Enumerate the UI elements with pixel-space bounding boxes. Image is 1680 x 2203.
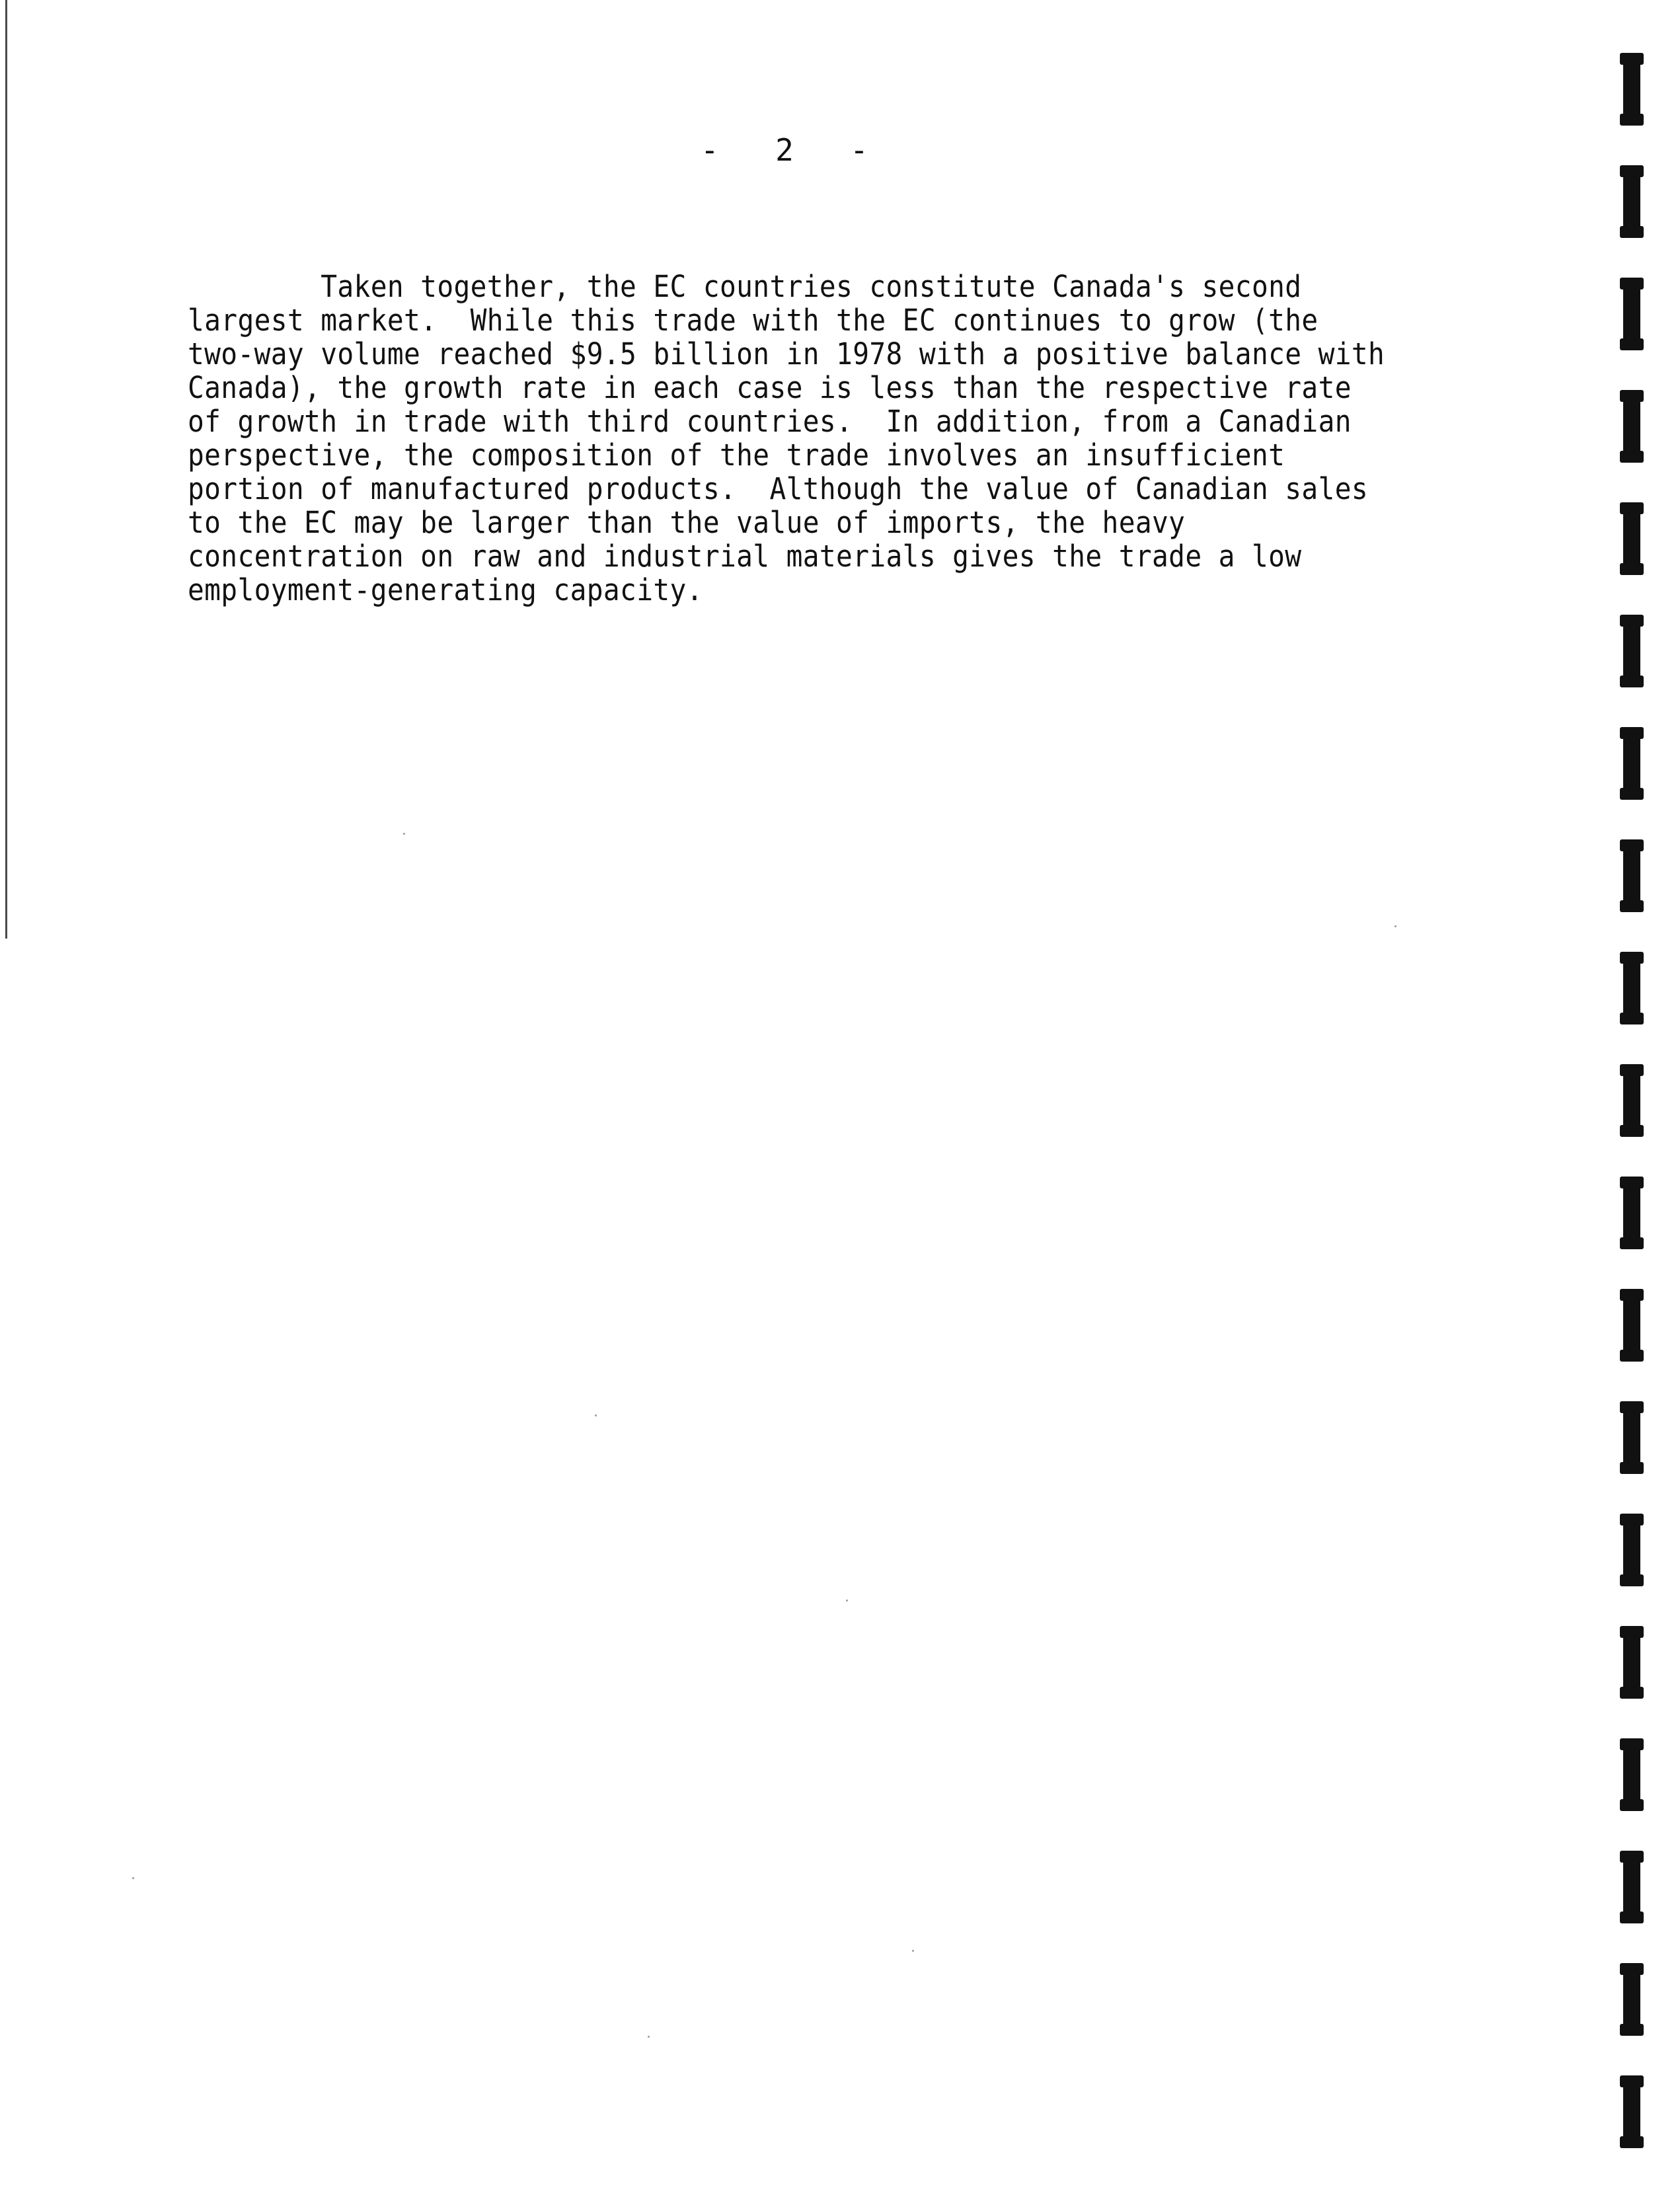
binding-hole xyxy=(1623,615,1640,687)
binding-hole xyxy=(1623,1963,1640,2036)
scan-speck xyxy=(648,2036,650,2038)
paragraph-line: to the EC may be larger than the value of imports, the heavy xyxy=(188,505,1186,540)
binding-hole xyxy=(1623,502,1640,575)
body-paragraph xyxy=(188,270,1443,607)
paragraph-line: employment-generating capacity. xyxy=(188,572,703,607)
binding-hole xyxy=(1623,53,1640,126)
binding-punch-holes xyxy=(1623,53,1650,2181)
scan-speck xyxy=(595,1414,597,1416)
paragraph-line: portion of manufactured products. Although the value of Canadian sales xyxy=(188,471,1369,506)
page-number: - 2 - xyxy=(701,132,875,168)
binding-hole xyxy=(1623,727,1640,800)
binding-hole xyxy=(1623,1177,1640,1249)
binding-hole xyxy=(1623,952,1640,1024)
paragraph-line: two-way volume reached $9.5 billion in 1978 with a positive balance with xyxy=(188,336,1385,371)
binding-hole xyxy=(1623,1289,1640,1362)
scan-speck xyxy=(846,1600,848,1602)
binding-hole xyxy=(1623,1514,1640,1586)
left-margin-rule xyxy=(5,0,7,939)
scan-speck xyxy=(132,1877,134,1879)
scan-speck xyxy=(1394,925,1396,927)
binding-hole xyxy=(1623,1626,1640,1699)
scan-speck xyxy=(912,1950,914,1952)
paragraph-line: Canada), the growth rate in each case is less than the respective rate xyxy=(188,370,1352,405)
paragraph-line: of growth in trade with third countries. In addition, from a Canadian xyxy=(188,404,1352,439)
paragraph-line: concentration on raw and industrial materials gives the trade a low xyxy=(188,539,1302,574)
paragraph-line: Taken together, the EC countries constitute Canada's second xyxy=(188,269,1302,304)
paragraph-line: largest market. While this trade with the EC continues to grow (the xyxy=(188,303,1318,338)
binding-hole xyxy=(1623,390,1640,463)
binding-hole xyxy=(1623,165,1640,238)
binding-hole xyxy=(1623,278,1640,350)
binding-hole xyxy=(1623,1851,1640,1923)
scan-speck xyxy=(403,833,405,835)
binding-hole xyxy=(1623,1064,1640,1137)
binding-hole xyxy=(1623,2075,1640,2148)
binding-hole xyxy=(1623,1401,1640,1474)
binding-hole xyxy=(1623,839,1640,912)
binding-hole xyxy=(1623,1738,1640,1811)
paragraph-line: perspective, the composition of the trade involves an insufficient xyxy=(188,438,1285,473)
